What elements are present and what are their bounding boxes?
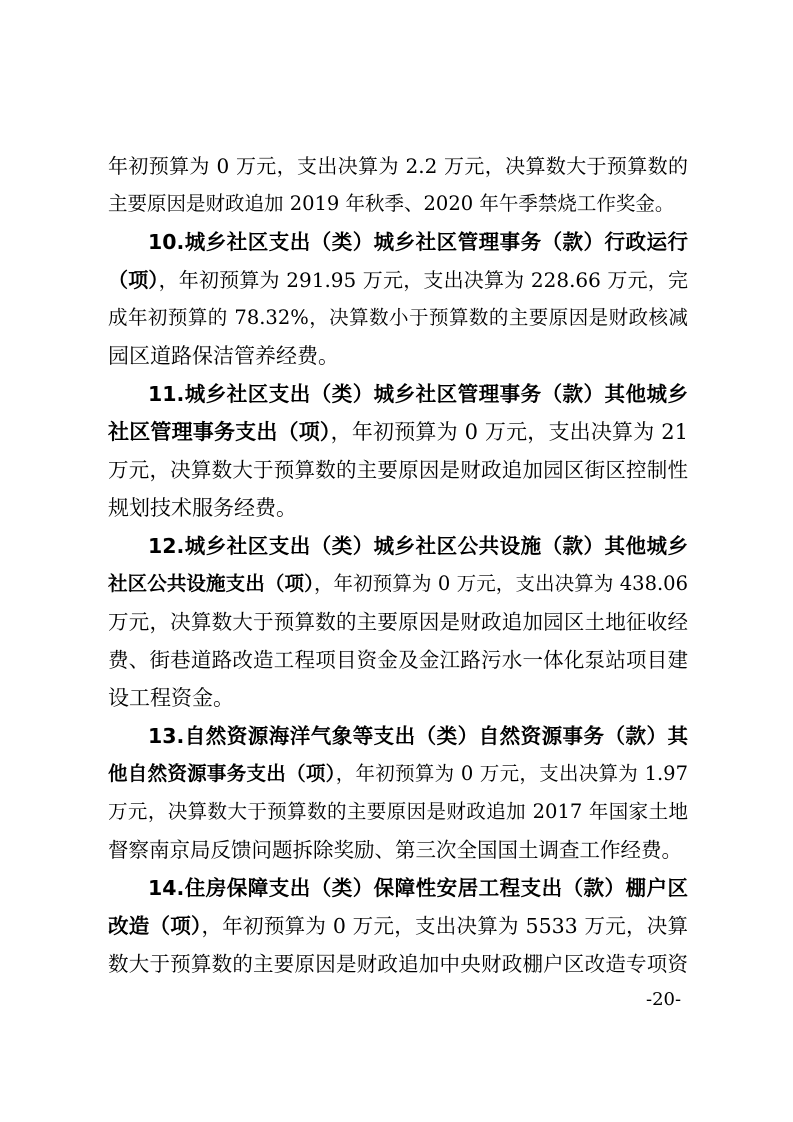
section-heading-line bbox=[148, 377, 688, 411]
section-heading: 10.城乡社区支出（类）城乡社区管理事务（款）行政运行 bbox=[148, 230, 688, 254]
section-heading: 改造（项） bbox=[108, 914, 202, 938]
page-number: -20- bbox=[646, 989, 682, 1010]
paragraph-line bbox=[108, 757, 688, 791]
paragraph-line bbox=[108, 491, 688, 525]
paragraph-line bbox=[108, 643, 688, 677]
line-text: 万元，决算数大于预算数的主要原因是财政追加园区街区控制性 bbox=[108, 458, 688, 482]
line-text: 万元，决算数大于预算数的主要原因是财政追加 2017 年国家土地 bbox=[108, 800, 688, 823]
line-text: ，年初预算为 0 万元，支出决算为 438.06 bbox=[313, 572, 688, 595]
section-heading: 13.自然资源海洋气象等支出（类）自然资源事务（款）其 bbox=[148, 724, 688, 748]
section-heading-line bbox=[148, 719, 688, 753]
paragraph-line bbox=[108, 453, 688, 487]
line-text: 成年初预算的 78.32%，决算数小于预算数的主要原因是财政核减 bbox=[108, 306, 688, 329]
line-text: ，年初预算为 0 万元，支出决算为 21 bbox=[330, 420, 688, 444]
section-heading-line bbox=[148, 871, 688, 905]
paragraph-line bbox=[108, 567, 688, 601]
paragraph-line bbox=[108, 415, 688, 449]
section-heading: 他自然资源事务支出（项） bbox=[108, 762, 336, 785]
line-text: 督察南京局反馈问题拆除奖励、第三次全国国土调查工作经费。 bbox=[108, 838, 682, 862]
paragraph-line bbox=[108, 149, 688, 183]
paragraph-line bbox=[108, 909, 688, 943]
paragraph-line bbox=[108, 795, 688, 829]
section-heading: 14.住房保障支出（类）保障性安居工程支出（款）棚户区 bbox=[148, 876, 688, 900]
section-heading-line bbox=[148, 529, 688, 563]
section-heading: 社区公共设施支出（项） bbox=[108, 572, 314, 595]
line-text: ，年初预算为 0 万元，支出决算为 5533 万元，决算 bbox=[201, 914, 688, 938]
paragraph-line bbox=[108, 187, 688, 221]
line-text: 规划技术服务经费。 bbox=[108, 496, 297, 520]
line-text: 园区道路保洁管养经费。 bbox=[108, 344, 339, 368]
line-text: ，年初预算为 291.95 万元，支出决算为 228.66 万元，完 bbox=[158, 268, 688, 292]
paragraph-line bbox=[108, 681, 688, 715]
line-text: 费、街巷道路改造工程项目资金及金江路污水一体化泵站项目建 bbox=[108, 648, 688, 672]
paragraph-line bbox=[108, 263, 688, 297]
section-heading: 12.城乡社区支出（类）城乡社区公共设施（款）其他城乡 bbox=[148, 534, 688, 558]
paragraph-line bbox=[108, 947, 688, 981]
line-text: 主要原因是财政追加 2019 年秋季、2020 年午季禁烧工作奖金。 bbox=[108, 192, 675, 215]
paragraph-line bbox=[108, 833, 688, 867]
section-heading: （项） bbox=[108, 268, 159, 292]
line-text: 年初预算为 0 万元，支出决算为 2.2 万元，决算数大于预算数的 bbox=[108, 154, 688, 178]
section-heading: 社区管理事务支出（项） bbox=[108, 420, 331, 444]
section-heading-line bbox=[148, 225, 688, 259]
line-text: 万元，决算数大于预算数的主要原因是财政追加园区土地征收经 bbox=[108, 610, 688, 634]
section-heading: 11.城乡社区支出（类）城乡社区管理事务（款）其他城乡 bbox=[148, 382, 688, 406]
paragraph-line bbox=[108, 605, 688, 639]
paragraph-line bbox=[108, 301, 688, 335]
line-text: ，年初预算为 0 万元，支出决算为 1.97 bbox=[335, 762, 688, 785]
line-text: 数大于预算数的主要原因是财政追加中央财政棚户区改造专项资 bbox=[108, 952, 688, 976]
line-text: 设工程资金。 bbox=[108, 686, 234, 710]
paragraph-line bbox=[108, 339, 688, 373]
